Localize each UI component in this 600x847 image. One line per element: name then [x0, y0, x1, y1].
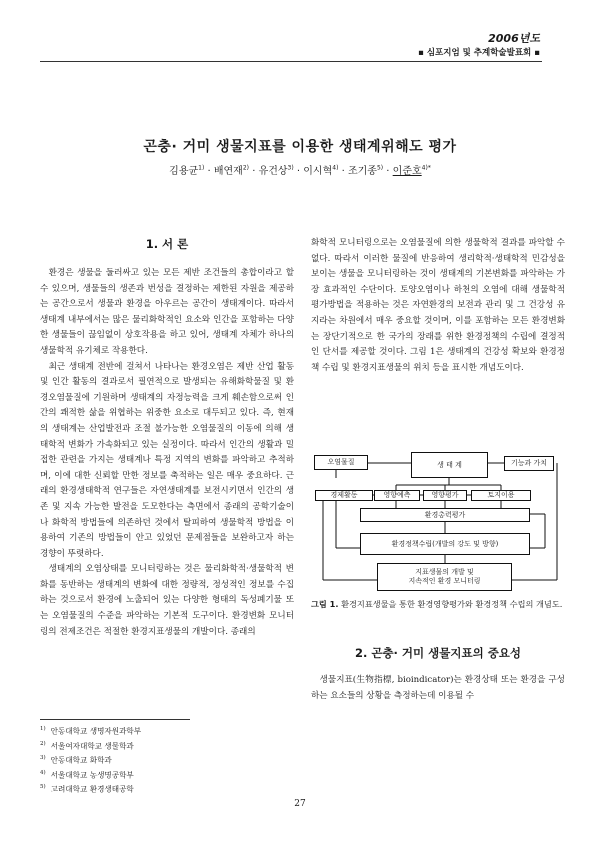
author-name: 김용균 [169, 166, 199, 177]
author-name: 유건상 [258, 166, 288, 177]
box-policy: 환경정책수립(개발의 강도 및 방향) [360, 533, 530, 555]
box-function-value: 기능과 가치 [504, 456, 554, 471]
paragraph: 생태계의 오염상태를 모니터링하는 것은 물리화학적·생물학적 변화를 동반하는 생태계의 변화에 대한 정량적, 정성적인 정보를 수집하는 것으로서 환경에 노출되어 있는 다양한 형태의 독성폐기물 또는 오염물질의 수준을 파악하는 기본적 도구이다. 환경변화 모니터링의 전제조건은 적절한 환경지표생물의 개발이다. 종래의 [40, 564, 294, 637]
figure-1 [311, 452, 565, 595]
author-affiliation-mark: 2) [242, 164, 250, 172]
footnote: $^{2)}$ 서울여자대학교 생물학과 [40, 740, 134, 751]
author-name: 이시혁 [303, 166, 333, 177]
header-rule [40, 61, 542, 62]
box-impact-prediction: 영향예측 [374, 490, 420, 501]
author-separator: · [249, 166, 259, 177]
author-name: 조기종 [347, 166, 377, 177]
author-list [0, 162, 600, 177]
box-land-use: 토지이용 [471, 490, 531, 501]
footnote-rule [40, 719, 190, 720]
footnotes [40, 723, 141, 796]
section2-heading: 2. 곤충· 거미 생물지표의 중요성 [354, 646, 522, 660]
footnote: $^{3)}$ 안동대학교 화학과 [40, 755, 112, 765]
caption-label: 그림 1. [311, 599, 339, 609]
box-indicator-line2: 지속적인 환경 모니터링 [408, 577, 481, 585]
footnote: $^{5)}$ 고려대학교 환경생태공학 [40, 784, 134, 794]
author-name: 이준호 [392, 166, 422, 177]
box-indicator-line1: 지표생물의 개발 및 [415, 568, 474, 576]
paper-title: 곤충· 거미 생물지표를 이용한 생태계위해도 평가 [143, 139, 457, 155]
box-economic-activity: 경제활동 [315, 490, 373, 501]
author-affiliation-mark: 3) [287, 164, 294, 172]
author-name: 배연재 [213, 166, 243, 177]
page-number: 27 [294, 799, 306, 809]
paragraph: 환경은 생물을 둘러싸고 있는 모든 제반 조건들의 총합이라고 할 수 있으며, 생물들의 생존과 번성을 결정하는 제한된 자원을 제공하는 공간으로서 생물과 환경을 아우르는 공간이 생태계이다. 따라서 생태계 내부에서는 많은 물리화학적인 요소와 인간을 포함하는 다양한 생물들이 끊임없이 상호작용을 하고 있어, 생태계 자체가 하나의 생물학적 유기체로 작용한다. [40, 268, 294, 356]
author-affiliation-mark: 4)* [421, 164, 431, 172]
author-affiliation-mark: 5) [376, 164, 384, 172]
box-impact-assessment: 영향평가 [423, 490, 467, 501]
header-event: ▪ 심포지엄 및 추계학술발표회 ▪ [418, 48, 540, 58]
box-indicator-monitoring [377, 563, 512, 591]
paragraph: 최근 생태계 전반에 걸쳐서 나타나는 환경오염은 제반 산업 활동 및 인간 활동의 결과로서 필연적으로 발생되는 유해화학물질 및 환경오염물질에 기원하며 생태계의 자정능력을 크게 훼손함으로써 인간의 쾌적한 삶을 위협하는 위중한 요소로 대두되고 있다. 즉, 현재의 생태계는 산업발전과 조절 불가능한 오염물질의 이동에 의해 생태학적 변화가 가속화되고 있는 실정이다. 따라서 인간의 생활과 밀접한 관련을 가지는 생태계나 특정 지역의 변화를 파악하고 추적하며, 이에 대한 신뢰할 만한 정보를 축적하는 일은 매우 중요하다. 근래의 환경생태학적 연구들은 자연생태계를 보전시키면서 인간의 생존 및 지속 가능한 발전을 도모한다는 측면에서 종래의 공학기술이나 화학적 방법들에 의존하던 것에서 탈피하여 생물학적 방법을 이용하여 기존의 방법들이 안고 있었던 문제점들을 보완하고자 하는 경향이 뚜렷하다. [40, 361, 294, 559]
section2-body [311, 673, 565, 704]
box-total-assessment: 환경총력평가 [360, 508, 530, 522]
box-ecosystem: 생 태 계 [411, 452, 488, 478]
footnote: $^{1)}$ 안동대학교 생명자원과학부 [40, 726, 142, 736]
author-separator: · [204, 166, 214, 177]
right-column [311, 236, 565, 376]
box-pollutant: 오염물질 [314, 455, 368, 470]
author-separator: · [338, 166, 348, 177]
paragraph: 생물지표(生物指標, bioindicator)는 환경상태 또는 환경을 구성하는 요소들의 상황을 측정하는데 이용될 수 [311, 675, 565, 701]
figure-caption [311, 598, 565, 611]
paragraph: 화학적 모니터링으로는 오염물질에 의한 생물학적 결과를 파악할 수 없다. 따라서 이러한 물질에 반응하여 생리학적·생태학적 민감성을 보이는 생물을 모니터링하는 것이 생태계의 기본변화를 파악하는 가장 효과적인 수단이다. 토양오염이나 하천의 오염에 대해 생물학적평가방법을 적용하는 것은 자연환경의 보전과 관리 및 그 건강성 유지라는 차원에서 매우 중요할 것이며, 이를 포함하는 모든 환경변화는 장단기적으로 한 국가의 장래를 위한 환경정책의 수립에 결정적인 단서를 제공할 것이다. 그림 1은 생태계의 건강성 확보와 환경정책 수립 및 환경지표생물의 위치 등을 표시한 개념도이다. [311, 238, 565, 373]
left-column [40, 266, 294, 640]
footnote: $^{4)}$ 서울대학교 농생명공학부 [40, 769, 134, 780]
header-year: 2006년도 [488, 32, 540, 45]
caption-text: 환경지표생물을 통한 환경영향평가와 환경정책 수립의 개념도. [338, 599, 563, 609]
author-affiliation-mark: 1) [198, 164, 205, 172]
author-affiliation-mark: 4) [332, 164, 339, 172]
author-separator: · [293, 166, 304, 177]
section1-heading: 1. 서 론 [145, 237, 189, 251]
author-separator: · [383, 166, 393, 177]
